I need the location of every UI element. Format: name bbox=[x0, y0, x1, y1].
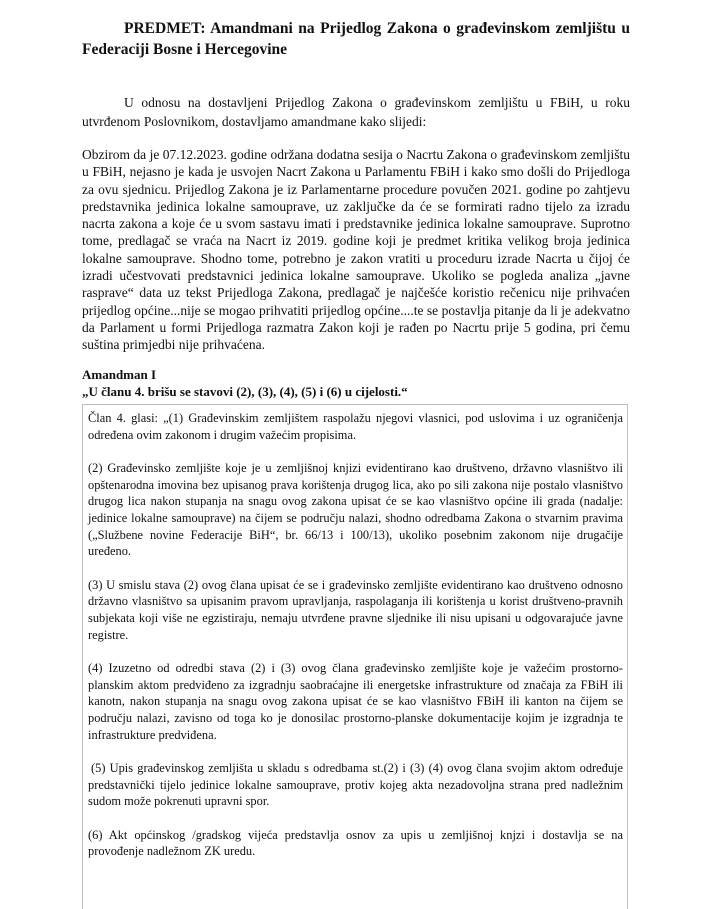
intro-paragraph: U odnosu na dostavljeni Prijedlog Zakona o građevinskom zemljištu u FBiH, u roku utvrđenom Poslovnikom, dostavljamo amandmane kako slijedi: bbox=[82, 95, 630, 129]
document-title: PREDMET: Amandmani na Prijedlog Zakona o građevinskom zemljištu u Federaciji Bosne i Hercegovine bbox=[82, 20, 630, 58]
amendment-text: „U članu 4. brišu se stavovi (2), (3), (4), (5) i (6) u cijelosti.“ bbox=[82, 384, 408, 399]
amendment-heading: Amandman I bbox=[82, 367, 157, 382]
justification-paragraph: Obzirom da je 07.12.2023. godine održana dodatna sesija o Nacrtu Zakona o građevinskom zemljištu u FBiH, nejasno je kada je usvojen Nacrt Zakona u Parlamentu FBiH i kako smo došli do Prijedloga za ovu sjednicu. Prijedlog Zakona je iz Parlamentarne procedure povučen 2021. godine po zahtjevu predstavnika jedinica lokalne samouprave, uz zaključke da će se formirati radno tijelo za izradu nacrta zakona a koje će u svom sastavu imati i predstavnike jedinica lokalne samouprave. Suprotno tome, predlagač se vraća na Nacrt iz 2019. godine koji je predmet kritika velikog broja jedinica lokalne samouprave. Shodno tome, potrebno je zakon vratiti u proceduru izrade Nacrta u čijoj će izradi učestvovati predstavnici jedinica lokalne samouprave. Ukoliko se pogleda analiza „javne rasprave“ data uz tekst Prijedloga Zakona, predlagač je najčešće koristio rečenicu nije prihvaćen prijedlog općine...nije se mogao prihvatiti prijedlog općine....te se postavlja pitanje da li je adekvatno da Parlament u formi Prijedloga razmatra Zakon koji je rađen po Nacrtu prije 5 godina, pri čemu suština primjedbi nije prihvaćena. bbox=[82, 147, 630, 353]
article-paragraph-2: (2) Građevinsko zemljište koje je u zemljišnoj knjizi evidentirano kao društveno, državno vlasništvo ili opštenarodna imovina bez upisanog prava korištenja drugog lica, ako po sili zakona nije postalo vlasništvo drugog lica nakon stupanja na snagu ovog zakona upisat će se kao vlasništvo općine ili grada (nadalje: jedinice lokalne samouprave) na čijem se području nalazi, shodno odredbama Zakona o stvarnim pravima („Službene novine Federacije BiH“, br. 66/13 i 100/13), ukoliko posebnim zakonom nije drugačije uređeno. bbox=[88, 461, 623, 559]
article-paragraph-5: (5) Upis građevinskog zemljišta u skladu s odredbama st.(2) i (3) (4) ovog člana svojim aktom određuje predstavnički tijelo jedinice lokalne samouprave, protiv kojeg akta nezadovoljna strana pred nadležnim sudom može pokrenuti upravni spor. bbox=[88, 761, 623, 809]
article-paragraph-6: (6) Akt općinskog /gradskog vijeća predstavlja osnov za upis u zemljišnoj knjzi i dostavlja se na provođenje nadležnom ZK uredu. bbox=[88, 827, 623, 859]
article-paragraph-1: Član 4. glasi: „(1) Građevinskim zemljištem raspolažu njegovi vlasnici, pod uslovima i uz ograničenja određena ovim zakonom i drugim važećim propisima. bbox=[88, 411, 623, 442]
article-paragraph-4: (4) Izuzetno od odredbi stava (2) i (3) ovog člana građevinsko zemljište koje je važećim prostorno-planskim aktom predviđeno za izgradnju saobraćajne ili energetske infrastrukture od značaja za FBiH ili kanotn, nakon stupanja na snagu ovog zakona upisat će se kao vlasništvo FBiH ili kanton na čijem se području nalazi, zavisno od toga ko je donosilac prostorno-planske dokumentacije kojim je izgradnja te infrastrukture predviđena. bbox=[88, 661, 623, 742]
quoted-article-box bbox=[82, 404, 628, 909]
article-paragraph-3: (3) U smislu stava (2) ovog člana upisat će se i građevinsko zemljište evidentirano kao društveno odnosno državno vlasništvo sa upisanim pravom upravljanja, raspolaganja ili korištenja u korist društveno-pravnih subjekata koji više ne egzistiraju, nemaju utvrđene pravne sljednike ili nisu upisani u odgovarajuće javne registre. bbox=[88, 577, 623, 642]
amendment-header bbox=[82, 366, 630, 400]
